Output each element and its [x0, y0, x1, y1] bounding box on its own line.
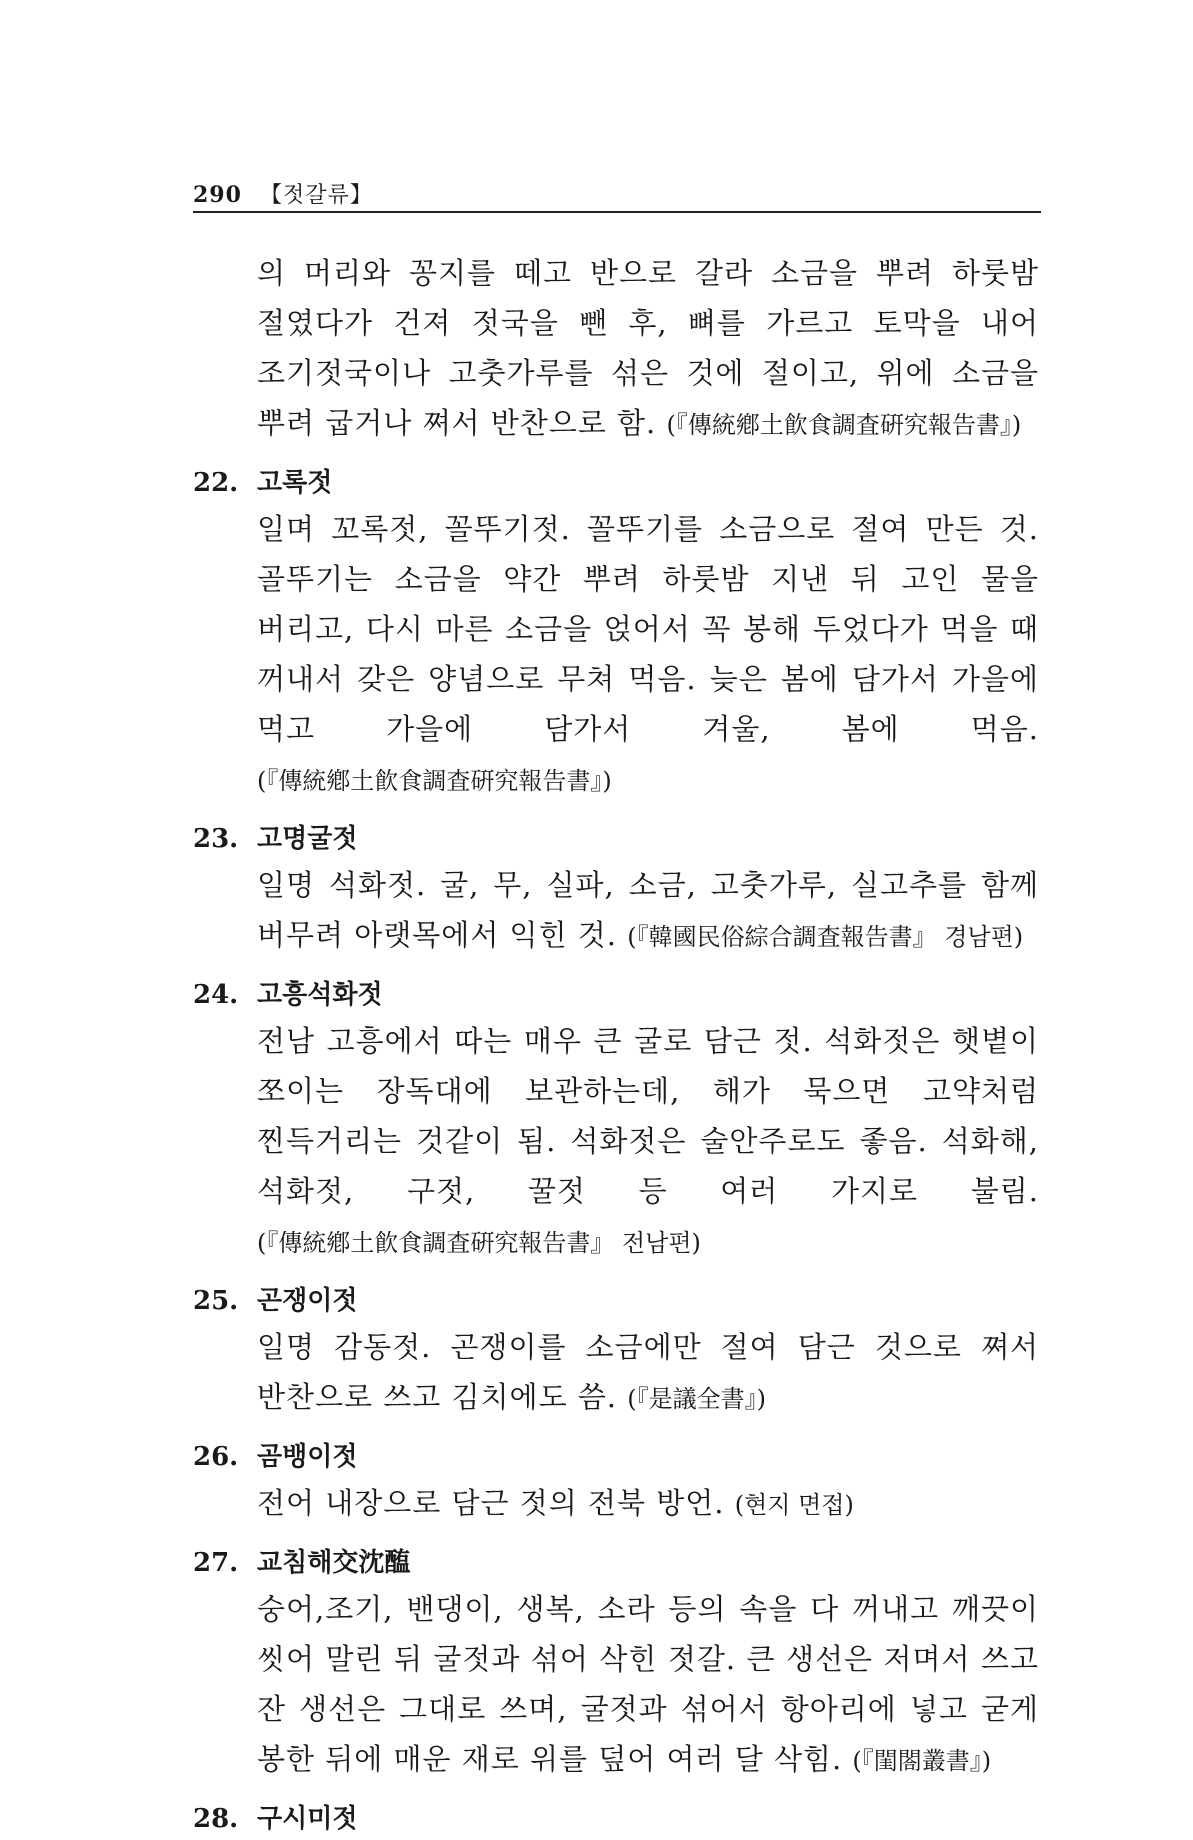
- entry-number: 24.: [193, 980, 239, 1010]
- entry-body: [257, 860, 1039, 962]
- entry-title: 고흥석화젓: [257, 980, 383, 1010]
- entry-source: (『是議全書』): [627, 1385, 766, 1413]
- entry-number: 28.: [193, 1804, 239, 1834]
- entry-title: 곰뱅이젓: [257, 1442, 358, 1472]
- entry-source: (현지 면접): [734, 1491, 854, 1519]
- entry-heading: [193, 1542, 1043, 1584]
- entry-body: [257, 1584, 1039, 1786]
- header-rule: [193, 211, 1041, 213]
- entry-heading: [193, 1280, 1043, 1322]
- entry-title: 고록젓: [257, 468, 333, 498]
- continued-entry: [193, 248, 1043, 450]
- entry-title: 고명굴젓: [257, 824, 358, 854]
- entry-text: 전어 내장으로 담근 젓의 전북 방언.: [257, 1486, 725, 1520]
- entry-body: [257, 1016, 1039, 1268]
- dictionary-entry: [193, 1542, 1043, 1786]
- page-number: 290: [193, 182, 242, 208]
- entry-body: [257, 248, 1039, 450]
- dictionary-entry: [193, 974, 1043, 1268]
- entry-number: 26.: [193, 1442, 239, 1472]
- entry-title: 구시미젓: [257, 1804, 358, 1834]
- entry-text: 일명 감동젓. 곤쟁이를 소금에만 절여 담근 것으로 쪄서 반찬으로 쓰고 김치에도 씀.: [257, 1330, 1039, 1414]
- dictionary-entry: [193, 1280, 1043, 1424]
- section-title: 【젓갈류】: [259, 183, 373, 208]
- entry-source: (『閨閤叢書』): [852, 1747, 992, 1775]
- running-head: [193, 178, 1043, 208]
- entry-text: 일며 꼬록젓, 꼴뚜기젓. 꼴뚜기를 소금으로 절여 만든 것. 골뚜기는 소금을 약간 뿌려 하룻밤 지낸 뒤 고인 물을 버리고, 다시 마른 소금을 얹어서 꼭 봉해 두었다가 먹을 때 꺼내서 갖은 양념으로 무쳐 먹음. 늦은 봄에 담가서 가을에 먹고 가을에 담가서 겨울, 봄에 먹음.: [257, 512, 1039, 746]
- entry-source: (『傳統鄕土飮食調査硏究報告書』 전남편): [257, 1229, 701, 1257]
- entry-source: (『傳統鄕土飮食調査硏究報告書』): [666, 411, 1022, 439]
- entry-heading: [193, 462, 1043, 504]
- entry-title: 교침해交沈醢: [257, 1548, 411, 1578]
- entry-title: 곤쟁이젓: [257, 1286, 358, 1316]
- entry-text: 일명 석화젓. 굴, 무, 실파, 소금, 고춧가루, 실고추를 함께 버무려 아랫목에서 익힌 것.: [257, 868, 1039, 952]
- entry-heading: [193, 1436, 1043, 1478]
- dictionary-entry: [193, 1436, 1043, 1530]
- dictionary-entry: [193, 818, 1043, 962]
- entry-number: 22.: [193, 468, 239, 498]
- page-content: [193, 248, 1043, 1840]
- entry-source: (『傳統鄕土飮食調査硏究報告書』): [257, 767, 612, 795]
- entry-number: 23.: [193, 824, 239, 854]
- entry-number: 25.: [193, 1286, 239, 1316]
- entry-body: [257, 1478, 1039, 1530]
- entry-text: 숭어,조기, 밴댕이, 생복, 소라 등의 속을 다 꺼내고 깨끗이 씻어 말린 뒤 굴젓과 섞어 삭힌 젓갈. 큰 생선은 저며서 쓰고 잔 생선은 그대로 쓰며, 굴젓과 섞어서 항아리에 넣고 굳게 봉한 뒤에 매운 재로 위를 덮어 여러 달 삭힘.: [257, 1592, 1039, 1776]
- entry-number: 27.: [193, 1548, 239, 1578]
- entry-source: (『韓國民俗綜合調査報告書』 경남편): [627, 923, 1024, 951]
- entry-heading: [193, 1798, 1043, 1840]
- entry-heading: [193, 974, 1043, 1016]
- entry-text: 전남 고흥에서 따는 매우 큰 굴로 담근 젓. 석화젓은 햇볕이 쪼이는 장독대에 보관하는데, 해가 묵으면 고약처럼 찐득거리는 것같이 됨. 석화젓은 술안주로도 좋음. 석화해, 석화젓, 구젓, 꿀젓 등 여러 가지로 불림.: [257, 1024, 1039, 1208]
- entry-heading: [193, 818, 1043, 860]
- entry-text: 의 머리와 꽁지를 떼고 반으로 갈라 소금을 뿌려 하룻밤 절였다가 건져 젓국을 뺀 후, 뼈를 가르고 토막을 내어 조기젓국이나 고춧가루를 섞은 것에 절이고, 위에 소금을 뿌려 굽거나 쪄서 반찬으로 함.: [257, 256, 1039, 440]
- entry-body: [257, 1322, 1039, 1424]
- entry-body: [257, 504, 1039, 806]
- dictionary-entry: [193, 462, 1043, 806]
- dictionary-entry: [193, 1798, 1043, 1840]
